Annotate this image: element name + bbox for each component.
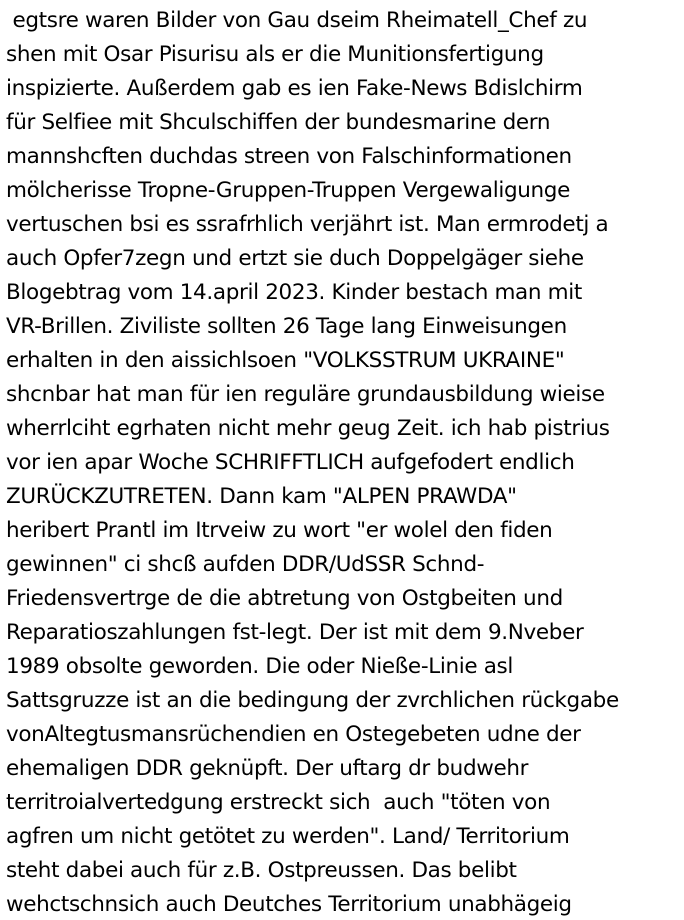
text-line: ehemaligen DDR geknüpft. Der uftarg dr budwehr [6,756,529,781]
text-line: vor ien apar Woche SCHRIFFTLICH aufgefodert endlich [6,450,575,475]
text-line: für Selfiee mit Shculschiffen der bundesmarine dern [6,110,551,135]
text-line: VR-Brillen. Ziviliste sollten 26 Tage lang Einweisungen [6,314,567,339]
text-line: inspizierte. Außerdem gab es ien Fake-News Bdislchirm [6,76,583,101]
text-line: auch Opfer7zegn und ertzt sie duch Doppelgäger siehe [6,246,584,271]
text-line: mannshcften duchdas streen von Falschinformationen [6,144,572,169]
text-line: vonAltegtusmansrüchendien en Ostegebeten udne der [6,722,581,747]
text-line: steht dabei auch für z.B. Ostpreussen. Das belibt [6,858,517,883]
text-line: egtsre waren Bilder von Gau dseim Rheimatell_Chef zu [6,8,588,33]
text-line: wherrlciht egrhaten nicht mehr geug Zeit. ich hab pistrius [6,416,610,441]
document-text [6,4,682,920]
text-line: 1989 obsolte geworden. Die oder Nieße-Linie asl [6,654,514,679]
text-line: Blogebtrag vom 14.april 2023. Kinder bestach man mit [6,280,582,305]
text-line: mölcherisse Tropne-Gruppen-Truppen Vergewaligunge [6,178,570,203]
text-line: shcnbar hat man für ien reguläre grundausbildung wieise [6,382,605,407]
text-line: vertuschen bsi es ssrafrhlich verjährt ist. Man ermrodetj a [6,212,609,237]
text-line: Friedensvertrge de die abtretung von Ostgbeiten und [6,586,563,611]
text-line: erhalten in den aissichlsoen "VOLKSSTRUM UKRAINE" [6,348,565,373]
text-line: heribert Prantl im Itrveiw zu wort "er wolel den fiden [6,518,553,543]
text-line: wehctschnsich auch Deutches Territorium unabhägeig [6,892,572,917]
text-line: agfren um nicht getötet zu werden". Land/ Territorium [6,824,570,849]
text-line: Reparatioszahlungen fst-legt. Der ist mit dem 9.Nveber [6,620,584,645]
text-line: territroialvertedgung erstreckt sich auch "töten von [6,790,551,815]
text-line: Sattsgruzze ist an die bedingung der zvrchlichen rückgabe [6,688,619,713]
text-line: shen mit Osar Pisurisu als er die Munitionsfertigung [6,42,544,67]
text-line: ZURÜCKZUTRETEN. Dann kam "ALPEN PRAWDA" [6,484,517,509]
text-line: gewinnen" ci shcß aufden DDR/UdSSR Schnd- [6,552,485,577]
